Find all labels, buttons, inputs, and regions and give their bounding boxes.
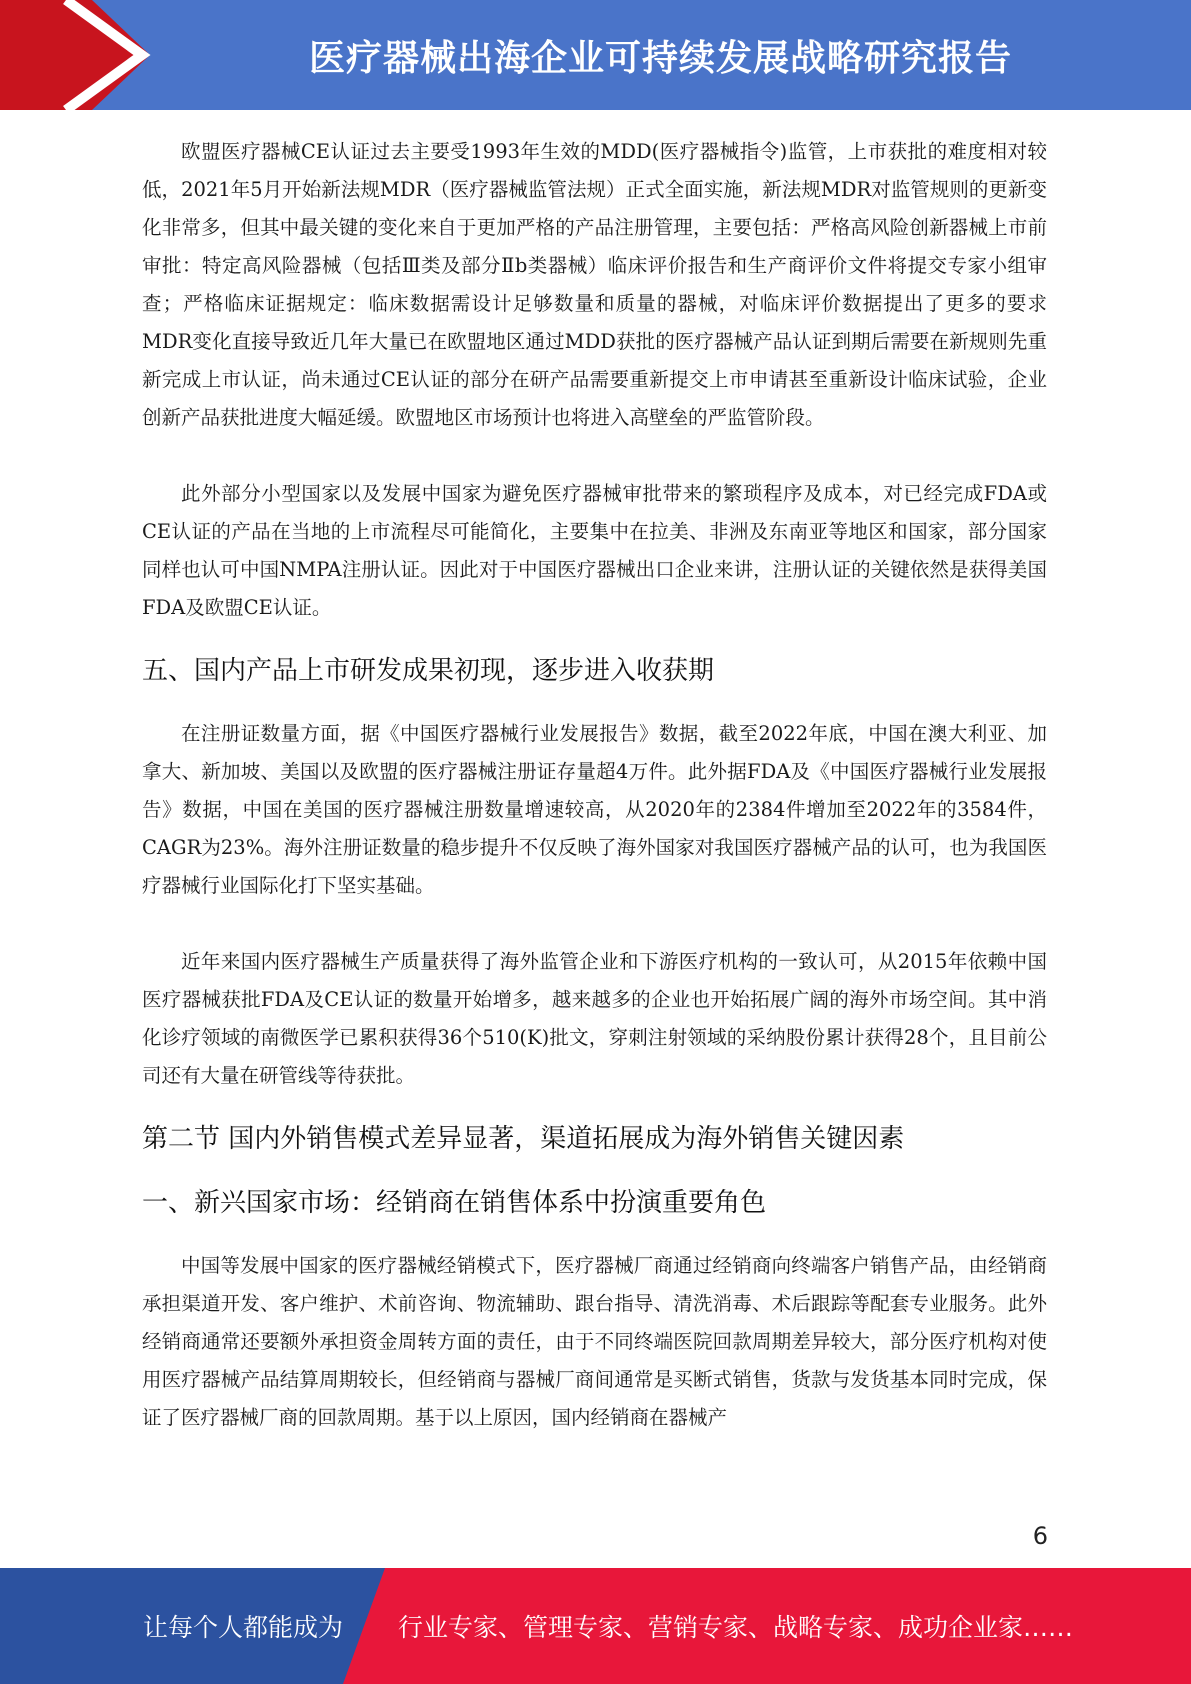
paragraph-registration-count: 在注册证数量方面，据《中国医疗器械行业发展报告》数据，截至2022年底，中国在澳大利亚、加拿大、新加坡、美国以及欧盟的医疗器械注册证存量超4万件。此外据FDA及《中国医疗器械行业发展报告》数据，中国在美国的医疗器械注册数量增速较高，从2020年的2384件增加至2022年的3584件，CAGR为23%。海外注册证数量的稳步提升不仅反映了海外国家对我国医疗器械产品的认可，也为我国医疗器械行业国际化打下坚实基础。 bbox=[142, 722, 1047, 897]
report-title: 医疗器械出海企业可持续发展战略研究报告 bbox=[308, 37, 1012, 79]
chapter-heading-section-two: 第二节 国内外销售模式差异显著，渠道拓展成为海外销售关键因素 bbox=[142, 1124, 905, 1154]
footer-slogan-left: 让每个人都能成为 bbox=[143, 1613, 344, 1642]
page-number: 6 bbox=[1032, 1522, 1048, 1550]
paragraph-small-countries: 此外部分小型国家以及发展中国家为避免医疗器械审批带来的繁琐程序及成本，对已经完成FDA或CE认证的产品在当地的上市流程尽可能简化，主要集中在拉美、非洲及东南亚等地区和国家，部分国家同样也认可中国NMPA注册认证。因此对于中国医疗器械出口企业来讲，注册认证的关键依然是获得美国FDA及欧盟CE认证。 bbox=[142, 482, 1047, 619]
paragraph-eu-mdr: 欧盟医疗器械CE认证过去主要受1993年生效的MDD(医疗器械指令)监管，上市获批的难度相对较低，2021年5月开始新法规MDR（医疗器械监管法规）正式全面实施，新法规MDR对监管规则的更新变化非常多，但其中最关键的变化来自于更加严格的产品注册管理，主要包括：严格高风险创新器械上市前审批：特定高风险器械（包括Ⅲ类及部分Ⅱb类器械）临床评价报告和生产商评价文件将提交专家小组审查；严格临床证据规定：临床数据需设计足够数量和质量的器械，对临床评价数据提出了更多的要求MDR变化直接导致近几年大量已在欧盟地区通过MDD获批的医疗器械产品认证到期后需要在新规则先重新完成上市认证，尚未通过CE认证的部分在研产品需要重新提交上市申请甚至重新设计临床试验，企业创新产品获批进度大幅延缓。欧盟地区市场预计也将进入高壁垒的严监管阶段。 bbox=[142, 140, 1047, 429]
paragraph-quality-recognition: 近年来国内医疗器械生产质量获得了海外监管企业和下游医疗机构的一致认可，从2015年依赖中国医疗器械获批FDA及CE认证的数量开始增多，越来越多的企业也开始拓展广阔的海外市场空间。其中消化诊疗领域的南微医学已累积获得36个510(K)批文，穿刺注射领域的采纳股份累计获得28个，且目前公司还有大量在研管线等待获批。 bbox=[142, 950, 1047, 1087]
main-content bbox=[142, 133, 1047, 1437]
section-heading-five: 五、国内产品上市研发成果初现，逐步进入收获期 bbox=[142, 656, 715, 686]
page-footer bbox=[0, 1568, 1191, 1684]
section-heading-emerging-markets: 一、新兴国家市场：经销商在销售体系中扮演重要角色 bbox=[142, 1188, 767, 1218]
footer-slogan-right: 行业专家、管理专家、营销专家、战略专家、成功企业家…… bbox=[398, 1613, 1074, 1642]
paragraph-distribution-model: 中国等发展中国家的医疗器械经销模式下，医疗器械厂商通过经销商向终端客户销售产品，由经销商承担渠道开发、客户维护、术前咨询、物流辅助、跟台指导、清洗消毒、术后跟踪等配套专业服务。此外经销商通常还要额外承担资金周转方面的责任，由于不同终端医院回款周期差异较大，部分医疗机构对使用医疗器械产品结算周期较长，但经销商与器械厂商间通常是买断式销售，货款与发货基本同时完成，保证了医疗器械厂商的回款周期。基于以上原因，国内经销商在器械产 bbox=[142, 1254, 1047, 1429]
page-header bbox=[0, 0, 1191, 110]
